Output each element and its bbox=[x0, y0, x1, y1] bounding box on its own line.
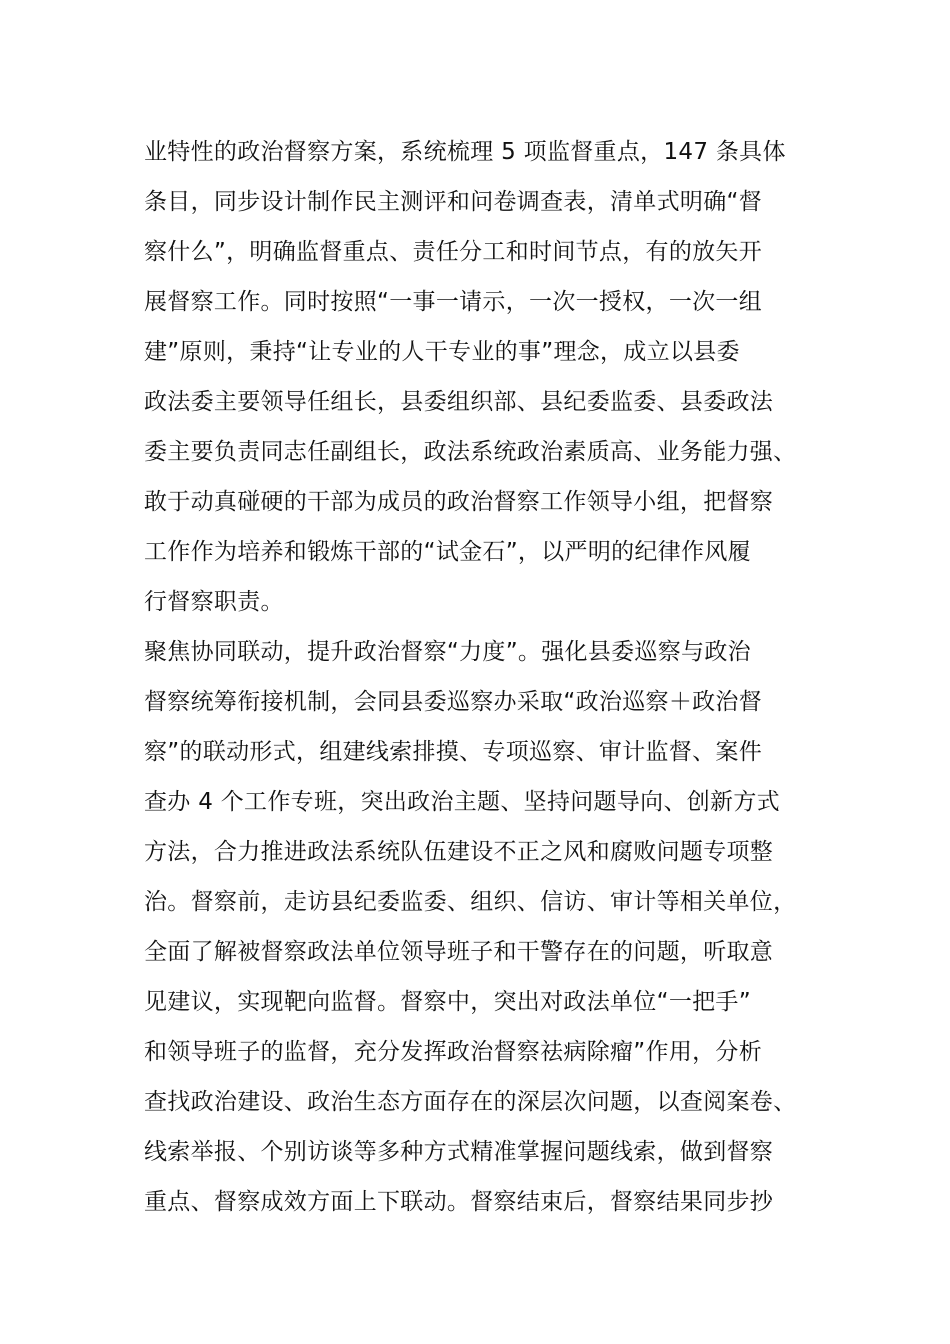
text-line: 敢于动真碰硬的干部为成员的政治督察工作领导小组，把督察 bbox=[144, 489, 774, 515]
text-line: 治。督察前，走访县纪委监委、组织、信访、审计等相关单位， bbox=[144, 889, 797, 915]
text-line: 条目，同步设计制作民主测评和问卷调查表，清单式明确“督 bbox=[144, 189, 763, 215]
text-line: 聚焦协同联动，提升政治督察“力度”。强化县委巡察与政治 bbox=[144, 639, 751, 665]
text-line: 察什么”，明确监督重点、责任分工和时间节点，有的放矢开 bbox=[144, 239, 763, 265]
text-line: 线索举报、个别访谈等多种方式精准掌握问题线索，做到督察 bbox=[144, 1139, 774, 1165]
text-line: 方法，合力推进政法系统队伍建设不正之风和腐败问题专项整 bbox=[144, 839, 774, 865]
text-line: 重点、督察成效方面上下联动。督察结束后，督察结果同步抄 bbox=[144, 1189, 774, 1215]
text-line: 建”原则，秉持“让专业的人干专业的事”理念，成立以县委 bbox=[144, 339, 740, 365]
text-line: 查找政治建设、政治生态方面存在的深层次问题，以查阅案卷、 bbox=[144, 1089, 797, 1115]
text-line: 工作作为培养和锻炼干部的“试金石”，以严明的纪律作风履 bbox=[144, 539, 751, 565]
text-line: 展督察工作。同时按照“一事一请示，一次一授权，一次一组 bbox=[144, 289, 763, 315]
text-line: 察”的联动形式，组建线索排摸、专项巡察、审计监督、案件 bbox=[144, 739, 763, 765]
text-line: 全面了解被督察政法单位领导班子和干警存在的问题，听取意 bbox=[144, 939, 774, 965]
body-text bbox=[144, 127, 824, 1227]
text-line: 委主要负责同志任副组长，政法系统政治素质高、业务能力强、 bbox=[144, 439, 797, 465]
text-line: 政法委主要领导任组长，县委组织部、县纪委监委、县委政法 bbox=[144, 389, 774, 415]
text-line: 查办 4 个工作专班，突出政治主题、坚持问题导向、创新方式 bbox=[144, 789, 780, 815]
text-line: 业特性的政治督察方案，系统梳理 5 项监督重点，147 条具体 bbox=[144, 139, 786, 165]
text-line: 见建议，实现靶向监督。督察中，突出对政法单位“一把手” bbox=[144, 989, 751, 1015]
text-line: 行督察职责。 bbox=[144, 589, 284, 615]
text-line: 和领导班子的监督，充分发挥政治督察祛病除瘤”作用，分析 bbox=[144, 1039, 763, 1065]
text-line: 督察统筹衔接机制，会同县委巡察办采取“政治巡察＋政治督 bbox=[144, 689, 763, 715]
